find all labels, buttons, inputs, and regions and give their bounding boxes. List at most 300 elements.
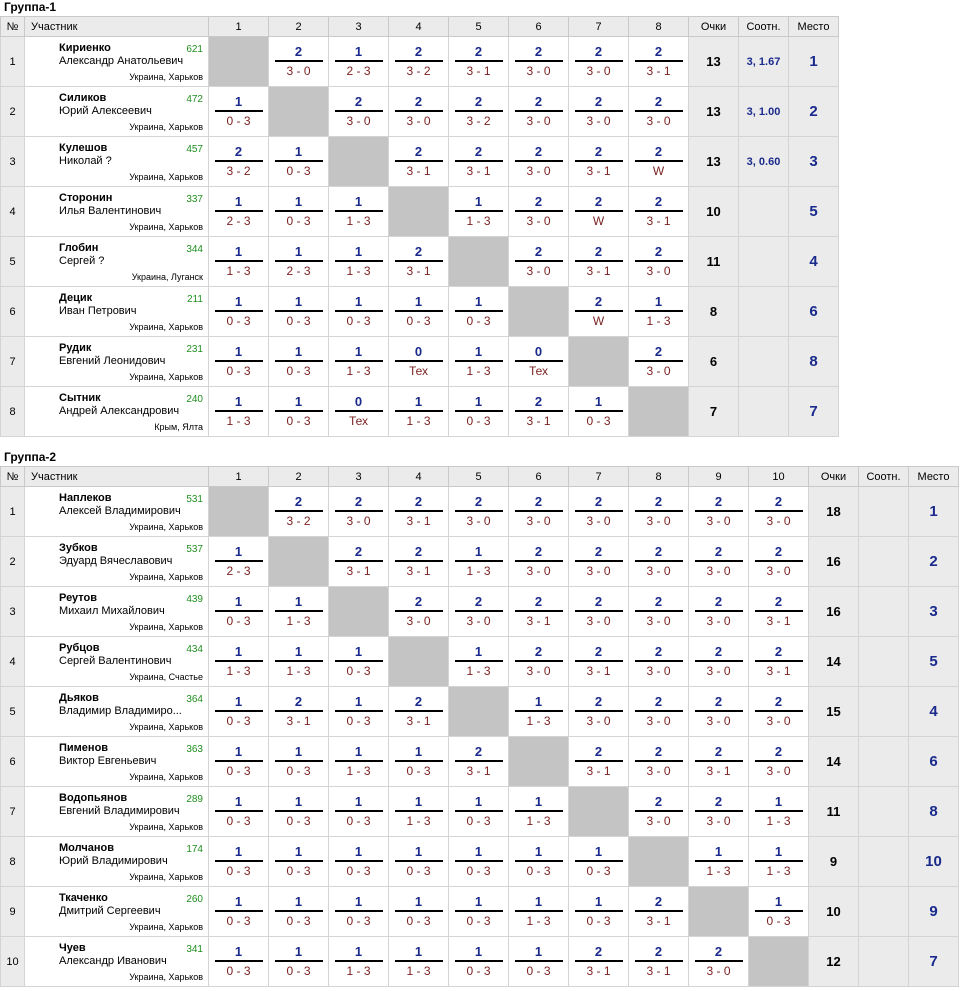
match-score: 3 - 0 xyxy=(586,514,611,528)
match-score: 0 - 3 xyxy=(466,864,491,878)
match-score: 1 - 3 xyxy=(706,864,731,878)
place-cell xyxy=(909,537,959,587)
participant-city: Украина, Харьков xyxy=(129,572,203,582)
match-score: 3 - 0 xyxy=(406,614,431,628)
score-cell xyxy=(209,387,269,437)
match-score: 3 - 0 xyxy=(586,564,611,578)
total-points: 11 xyxy=(689,237,739,287)
match-points: 1 xyxy=(215,594,263,612)
match-points: 1 xyxy=(635,294,683,312)
match-score: 0 - 3 xyxy=(286,964,311,978)
participant-rating: 289 xyxy=(186,794,203,805)
match-score: 0 - 3 xyxy=(286,214,311,228)
match-points: 1 xyxy=(455,194,503,212)
score-cell xyxy=(689,637,749,687)
score-cell xyxy=(509,37,569,87)
score-cell xyxy=(329,387,389,437)
match-points: 1 xyxy=(335,194,383,212)
score-cell xyxy=(449,837,509,887)
match-points: 2 xyxy=(635,894,683,912)
participant-cell xyxy=(25,637,209,687)
match-score: 1 - 3 xyxy=(226,664,251,678)
participant-city: Украина, Харьков xyxy=(129,322,203,332)
row-number: 7 xyxy=(1,337,25,387)
participant-last-name[interactable]: Пименов xyxy=(59,742,109,754)
match-points: 1 xyxy=(455,794,503,812)
header-opponent-3: 3 xyxy=(329,467,389,487)
match-points: 2 xyxy=(575,544,623,562)
match-score: 3 - 0 xyxy=(466,614,491,628)
match-points: 1 xyxy=(215,544,263,562)
score-cell xyxy=(449,587,509,637)
place-value: 3 xyxy=(929,603,938,620)
score-cell xyxy=(269,837,329,887)
match-score: 1 - 3 xyxy=(286,664,311,678)
match-score: 1 - 3 xyxy=(226,264,251,278)
match-points: 1 xyxy=(755,794,803,812)
table-row xyxy=(1,37,839,87)
participant-last-name[interactable]: Водопьянов xyxy=(59,792,128,804)
match-score: 3 - 1 xyxy=(646,914,671,928)
place-value: 1 xyxy=(809,53,818,70)
match-points: 2 xyxy=(515,594,563,612)
match-score: 3 - 0 xyxy=(586,64,611,78)
match-score: 1 - 3 xyxy=(466,564,491,578)
match-points: 2 xyxy=(335,94,383,112)
score-cell xyxy=(629,637,689,687)
match-score: 0 - 3 xyxy=(466,964,491,978)
match-score: 3 - 1 xyxy=(406,564,431,578)
match-score: 0 - 3 xyxy=(466,914,491,928)
score-cell xyxy=(569,737,629,787)
match-points: 1 xyxy=(335,744,383,762)
match-score: 1 - 3 xyxy=(766,814,791,828)
score-cell xyxy=(389,287,449,337)
place-cell xyxy=(909,737,959,787)
match-score: 0 - 3 xyxy=(406,314,431,328)
score-cell xyxy=(689,487,749,537)
diagonal-cell xyxy=(269,87,329,137)
match-points: 1 xyxy=(695,844,743,862)
score-cell xyxy=(329,487,389,537)
match-points: 0 xyxy=(515,344,563,362)
match-score: 3 - 1 xyxy=(586,664,611,678)
total-points: 7 xyxy=(689,387,739,437)
table-row xyxy=(1,687,959,737)
score-cell xyxy=(449,137,509,187)
participant-last-name[interactable]: Кулешов xyxy=(59,142,108,154)
participant-last-name[interactable]: Чуев xyxy=(59,942,86,954)
match-points: 1 xyxy=(275,194,323,212)
match-points: 2 xyxy=(695,644,743,662)
score-cell xyxy=(569,237,629,287)
place-value: 4 xyxy=(809,253,818,270)
match-points: 1 xyxy=(335,244,383,262)
table-row xyxy=(1,187,839,237)
match-score: 3 - 0 xyxy=(526,664,551,678)
score-cell xyxy=(509,887,569,937)
score-cell xyxy=(329,837,389,887)
ratio-value xyxy=(859,837,909,887)
ratio-value xyxy=(739,187,789,237)
score-cell xyxy=(689,937,749,987)
match-points: 2 xyxy=(695,794,743,812)
participant-city: Украина, Харьков xyxy=(129,722,203,732)
score-cell xyxy=(269,337,329,387)
ratio-value: 3, 0.60 xyxy=(739,137,789,187)
match-score: 0 - 3 xyxy=(346,914,371,928)
ratio-value xyxy=(859,737,909,787)
row-number: 4 xyxy=(1,637,25,687)
participant-last-name[interactable]: Децик xyxy=(59,292,93,304)
diagonal-cell xyxy=(629,387,689,437)
match-points: 2 xyxy=(695,744,743,762)
participant-cell xyxy=(25,737,209,787)
match-points: 2 xyxy=(455,594,503,612)
participant-cell xyxy=(25,187,209,237)
score-cell xyxy=(269,187,329,237)
match-score: Тех xyxy=(348,414,369,428)
match-score: 3 - 1 xyxy=(466,164,491,178)
place-cell xyxy=(909,687,959,737)
participant-city: Украина, Харьков xyxy=(129,872,203,882)
participant-rating: 621 xyxy=(186,44,203,55)
match-score: 1 - 3 xyxy=(346,964,371,978)
place-value: 8 xyxy=(929,803,938,820)
participant-last-name[interactable]: Дьяков xyxy=(59,692,99,704)
match-score: 0 - 3 xyxy=(346,814,371,828)
match-score: 0 - 3 xyxy=(226,964,251,978)
table-row xyxy=(1,887,959,937)
match-points: 2 xyxy=(515,94,563,112)
participant-rating: 240 xyxy=(186,394,203,405)
place-value: 5 xyxy=(809,203,818,220)
participant-last-name[interactable]: Глобин xyxy=(59,242,99,254)
match-score: 0 - 3 xyxy=(346,314,371,328)
match-points: 1 xyxy=(455,844,503,862)
match-points: 2 xyxy=(755,694,803,712)
score-cell xyxy=(269,687,329,737)
match-points: 1 xyxy=(335,694,383,712)
score-cell xyxy=(509,587,569,637)
total-points: 9 xyxy=(809,837,859,887)
participant-city: Украина, Харьков xyxy=(129,72,203,82)
header-points: Очки xyxy=(809,467,859,487)
total-points: 6 xyxy=(689,337,739,387)
score-cell xyxy=(629,187,689,237)
participant-last-name[interactable]: Молчанов xyxy=(59,842,114,854)
match-score: 0 - 3 xyxy=(226,714,251,728)
diagonal-cell xyxy=(389,637,449,687)
score-cell xyxy=(329,637,389,687)
table-header-row xyxy=(1,467,959,487)
participant-rating: 537 xyxy=(186,544,203,555)
match-score: 1 - 3 xyxy=(346,264,371,278)
match-points: 2 xyxy=(515,194,563,212)
score-cell xyxy=(629,37,689,87)
match-points: 2 xyxy=(275,494,323,512)
match-points: 1 xyxy=(275,244,323,262)
match-points: 1 xyxy=(455,294,503,312)
score-cell xyxy=(569,537,629,587)
score-cell xyxy=(629,937,689,987)
participant-last-name[interactable]: Рубцов xyxy=(59,642,100,654)
total-points: 13 xyxy=(689,137,739,187)
score-cell xyxy=(389,237,449,287)
participant-city: Крым, Ялта xyxy=(154,422,203,432)
header-opponent-1: 1 xyxy=(209,467,269,487)
match-score: 0 - 3 xyxy=(466,314,491,328)
ratio-value xyxy=(859,787,909,837)
participant-cell xyxy=(25,887,209,937)
header-opponent-2: 2 xyxy=(269,467,329,487)
score-cell xyxy=(629,537,689,587)
match-points: 1 xyxy=(335,894,383,912)
ratio-value xyxy=(859,487,909,537)
match-score: 2 - 3 xyxy=(346,64,371,78)
score-cell xyxy=(389,537,449,587)
match-score: 1 - 3 xyxy=(466,214,491,228)
match-points: 2 xyxy=(635,244,683,262)
score-cell xyxy=(509,237,569,287)
participant-first-name: Дмитрий Сергеевич xyxy=(59,905,161,917)
match-points: 2 xyxy=(515,494,563,512)
participant-last-name[interactable]: Наплеков xyxy=(59,492,112,504)
match-points: 2 xyxy=(755,594,803,612)
row-number: 7 xyxy=(1,787,25,837)
participant-first-name: Евгений Леонидович xyxy=(59,355,166,367)
score-cell xyxy=(449,637,509,687)
participant-first-name: Сергей Валентинович xyxy=(59,655,172,667)
header-opponent-2: 2 xyxy=(269,17,329,37)
place-value: 6 xyxy=(809,303,818,320)
match-points: 1 xyxy=(515,894,563,912)
match-points: 2 xyxy=(395,694,443,712)
match-score: 0 - 3 xyxy=(586,914,611,928)
match-points: 1 xyxy=(215,694,263,712)
header-opponent-8: 8 xyxy=(629,467,689,487)
score-cell xyxy=(689,587,749,637)
match-points: 1 xyxy=(395,944,443,962)
participant-last-name[interactable]: Кириенко xyxy=(59,42,111,54)
score-cell xyxy=(509,537,569,587)
place-cell xyxy=(789,287,839,337)
place-cell xyxy=(909,587,959,637)
score-cell xyxy=(389,37,449,87)
score-cell xyxy=(389,937,449,987)
diagonal-cell xyxy=(329,587,389,637)
match-points: 2 xyxy=(275,44,323,62)
match-points: 0 xyxy=(335,394,383,412)
group-title: Группа-2 xyxy=(4,450,57,464)
header-num: № xyxy=(1,17,25,37)
participant-rating: 472 xyxy=(186,94,203,105)
score-cell xyxy=(269,737,329,787)
match-score: 0 - 3 xyxy=(346,714,371,728)
score-cell xyxy=(629,287,689,337)
match-points: 2 xyxy=(695,694,743,712)
match-score: 3 - 0 xyxy=(526,64,551,78)
match-score: 3 - 0 xyxy=(526,564,551,578)
score-cell xyxy=(329,287,389,337)
score-cell xyxy=(509,87,569,137)
place-cell xyxy=(909,837,959,887)
score-cell xyxy=(449,537,509,587)
score-cell xyxy=(749,837,809,887)
match-points: 2 xyxy=(455,144,503,162)
score-cell xyxy=(389,587,449,637)
match-points: 2 xyxy=(575,644,623,662)
score-cell xyxy=(269,787,329,837)
row-number: 1 xyxy=(1,37,25,87)
match-score: 3 - 0 xyxy=(646,814,671,828)
total-points: 16 xyxy=(809,587,859,637)
place-cell xyxy=(909,637,959,687)
score-cell xyxy=(389,87,449,137)
participant-rating: 231 xyxy=(186,344,203,355)
participant-last-name[interactable]: Рудик xyxy=(59,342,92,354)
place-value: 8 xyxy=(809,353,818,370)
participant-city: Украина, Счастье xyxy=(129,672,203,682)
score-cell xyxy=(269,637,329,687)
group-1-section xyxy=(0,0,960,437)
match-points: 1 xyxy=(215,194,263,212)
match-score: 0 - 3 xyxy=(226,814,251,828)
participant-last-name[interactable]: Силиков xyxy=(59,92,107,104)
match-score: 0 - 3 xyxy=(346,664,371,678)
score-cell xyxy=(629,237,689,287)
score-cell xyxy=(749,787,809,837)
match-points: 2 xyxy=(335,544,383,562)
match-score: 3 - 0 xyxy=(706,664,731,678)
score-cell xyxy=(509,787,569,837)
table-row xyxy=(1,487,959,537)
participant-last-name[interactable]: Сторонин xyxy=(59,192,113,204)
match-score: 3 - 0 xyxy=(586,714,611,728)
match-points: 1 xyxy=(275,294,323,312)
score-cell xyxy=(749,637,809,687)
match-points: 2 xyxy=(395,544,443,562)
participant-last-name[interactable]: Сытник xyxy=(59,392,101,404)
total-points: 15 xyxy=(809,687,859,737)
table-header-row xyxy=(1,17,839,37)
place-value: 7 xyxy=(809,403,818,420)
score-cell xyxy=(689,837,749,887)
match-points: 1 xyxy=(455,894,503,912)
match-score: 3 - 0 xyxy=(706,514,731,528)
match-score: 3 - 0 xyxy=(766,564,791,578)
table-row xyxy=(1,137,839,187)
place-cell xyxy=(909,487,959,537)
row-number: 5 xyxy=(1,687,25,737)
score-cell xyxy=(629,337,689,387)
match-score: 3 - 0 xyxy=(766,714,791,728)
match-points: 1 xyxy=(515,794,563,812)
match-points: 2 xyxy=(275,694,323,712)
score-cell xyxy=(509,187,569,237)
score-cell xyxy=(449,337,509,387)
participant-cell xyxy=(25,287,209,337)
score-cell xyxy=(269,237,329,287)
match-points: 2 xyxy=(515,44,563,62)
score-cell xyxy=(509,137,569,187)
participant-city: Украина, Харьков xyxy=(129,172,203,182)
match-points: 2 xyxy=(755,644,803,662)
match-points: 1 xyxy=(275,594,323,612)
match-score: 3 - 1 xyxy=(406,714,431,728)
score-cell xyxy=(329,87,389,137)
header-opponent-7: 7 xyxy=(569,467,629,487)
participant-rating: 364 xyxy=(186,694,203,705)
score-cell xyxy=(269,587,329,637)
table-row xyxy=(1,937,959,987)
participant-last-name[interactable]: Ткаченко xyxy=(59,892,108,904)
score-cell xyxy=(449,187,509,237)
diagonal-cell xyxy=(509,287,569,337)
match-points: 1 xyxy=(335,344,383,362)
match-points: 1 xyxy=(755,894,803,912)
score-cell xyxy=(569,37,629,87)
ratio-value xyxy=(859,937,909,987)
match-score: 1 - 3 xyxy=(526,714,551,728)
score-cell xyxy=(629,137,689,187)
table-row xyxy=(1,287,839,337)
score-cell xyxy=(209,537,269,587)
diagonal-cell xyxy=(329,137,389,187)
match-points: 1 xyxy=(215,744,263,762)
participant-last-name[interactable]: Зубков xyxy=(59,542,98,554)
score-cell xyxy=(269,937,329,987)
group-2-table xyxy=(0,466,959,987)
participant-rating: 341 xyxy=(186,944,203,955)
match-score: 0 - 3 xyxy=(226,114,251,128)
participant-cell xyxy=(25,387,209,437)
ratio-value xyxy=(739,337,789,387)
match-score: 0 - 3 xyxy=(286,864,311,878)
diagonal-cell xyxy=(449,687,509,737)
score-cell xyxy=(209,837,269,887)
header-ratio: Соотн. xyxy=(859,467,909,487)
match-points: 2 xyxy=(515,644,563,662)
match-score: 2 - 3 xyxy=(286,264,311,278)
ratio-value: 3, 1.00 xyxy=(739,87,789,137)
score-cell xyxy=(569,87,629,137)
participant-city: Украина, Харьков xyxy=(129,522,203,532)
match-points: 1 xyxy=(515,844,563,862)
header-opponent-6: 6 xyxy=(509,467,569,487)
participant-cell xyxy=(25,87,209,137)
match-points: 2 xyxy=(515,144,563,162)
participant-first-name: Евгений Владимирович xyxy=(59,805,180,817)
participant-rating: 337 xyxy=(186,194,203,205)
participant-last-name[interactable]: Реутов xyxy=(59,592,98,604)
ratio-value xyxy=(859,887,909,937)
place-cell xyxy=(789,137,839,187)
match-score: 3 - 0 xyxy=(346,514,371,528)
match-points: 1 xyxy=(275,844,323,862)
score-cell xyxy=(509,937,569,987)
match-score: W xyxy=(652,164,665,178)
match-score: 1 - 3 xyxy=(526,914,551,928)
match-points: 1 xyxy=(455,544,503,562)
diagonal-cell xyxy=(569,337,629,387)
match-points: 1 xyxy=(515,944,563,962)
score-cell xyxy=(689,787,749,837)
participant-first-name: Владимир Владимиро... xyxy=(59,705,182,717)
participant-cell xyxy=(25,37,209,87)
match-points: 1 xyxy=(755,844,803,862)
diagonal-cell xyxy=(689,887,749,937)
